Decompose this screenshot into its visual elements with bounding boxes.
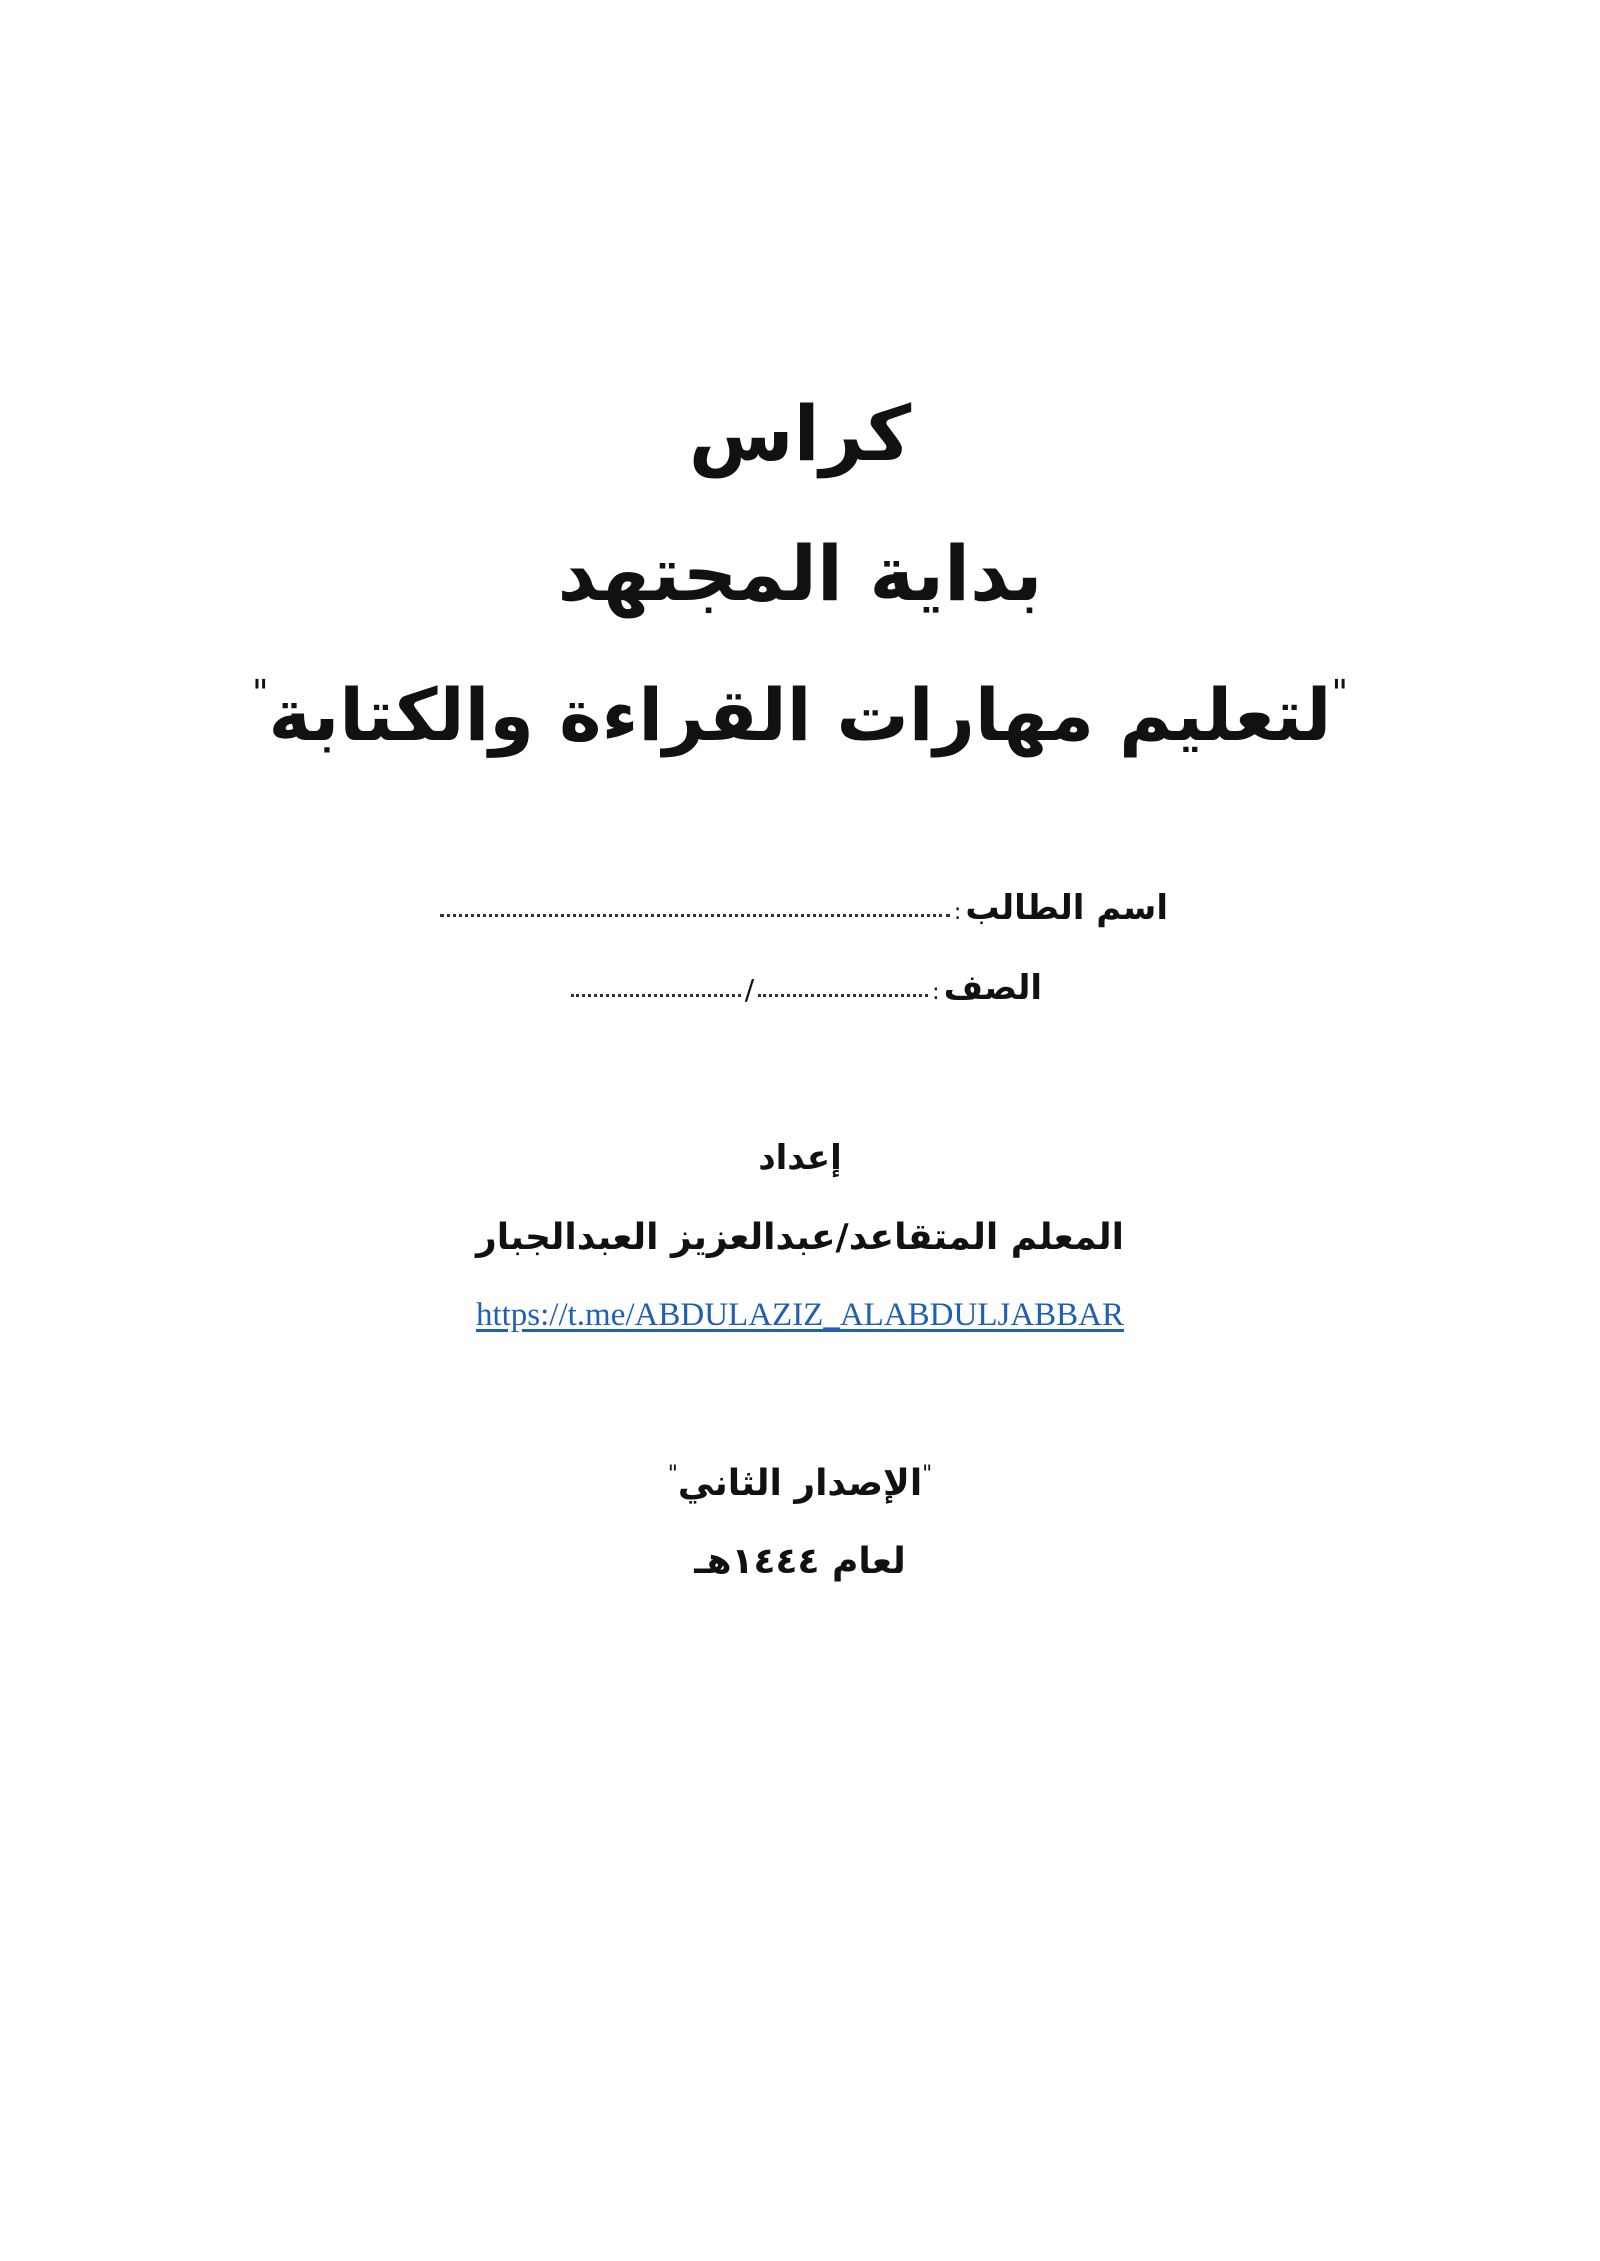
edition-year: لعام ١٤٤٤هـ (694, 1541, 906, 1582)
cover-title-line-3 (0, 672, 1600, 758)
edition-label: الإصدار الثاني (677, 1463, 923, 1504)
class-blank-grade[interactable] (758, 994, 928, 997)
edition-quote-close: " (667, 1462, 678, 1487)
author-name: المعلم المتقاعد/عبدالعزيز العبدالجبار (476, 1217, 1124, 1258)
author-line (0, 1216, 1600, 1259)
telegram-link-line (0, 1296, 1600, 1336)
class-colon: : (932, 980, 940, 1005)
cover-title-text-1: كراس (688, 389, 912, 478)
quote-close: " (251, 673, 269, 714)
edition-line (0, 1462, 1600, 1505)
cover-title-line-1 (0, 388, 1600, 479)
class-label: الصف (943, 968, 1042, 1008)
student-name-colon: : (953, 900, 962, 925)
class-separator: / (744, 972, 755, 1006)
telegram-link[interactable]: https://t.me/ABDULAZIZ_ALABDULJABBAR (475, 1297, 1125, 1333)
student-name-label: اسم الطالب (965, 888, 1168, 928)
cover-title-line-2 (0, 528, 1600, 619)
year-line (0, 1540, 1600, 1583)
cover-title-text-2: بداية المجتهد (557, 529, 1043, 618)
class-blank-section[interactable] (571, 994, 741, 997)
prepared-by-label: إعداد (758, 1138, 842, 1178)
quote-open: " (1331, 673, 1349, 714)
cover-title-text-3: لتعليم مهارات القراءة والكتابة (268, 673, 1332, 757)
student-name-field (440, 888, 1168, 929)
class-field (571, 968, 1042, 1009)
edition-quote-open: " (922, 1462, 933, 1487)
prepared-by-heading (0, 1138, 1600, 1179)
student-name-blank[interactable] (440, 914, 950, 917)
